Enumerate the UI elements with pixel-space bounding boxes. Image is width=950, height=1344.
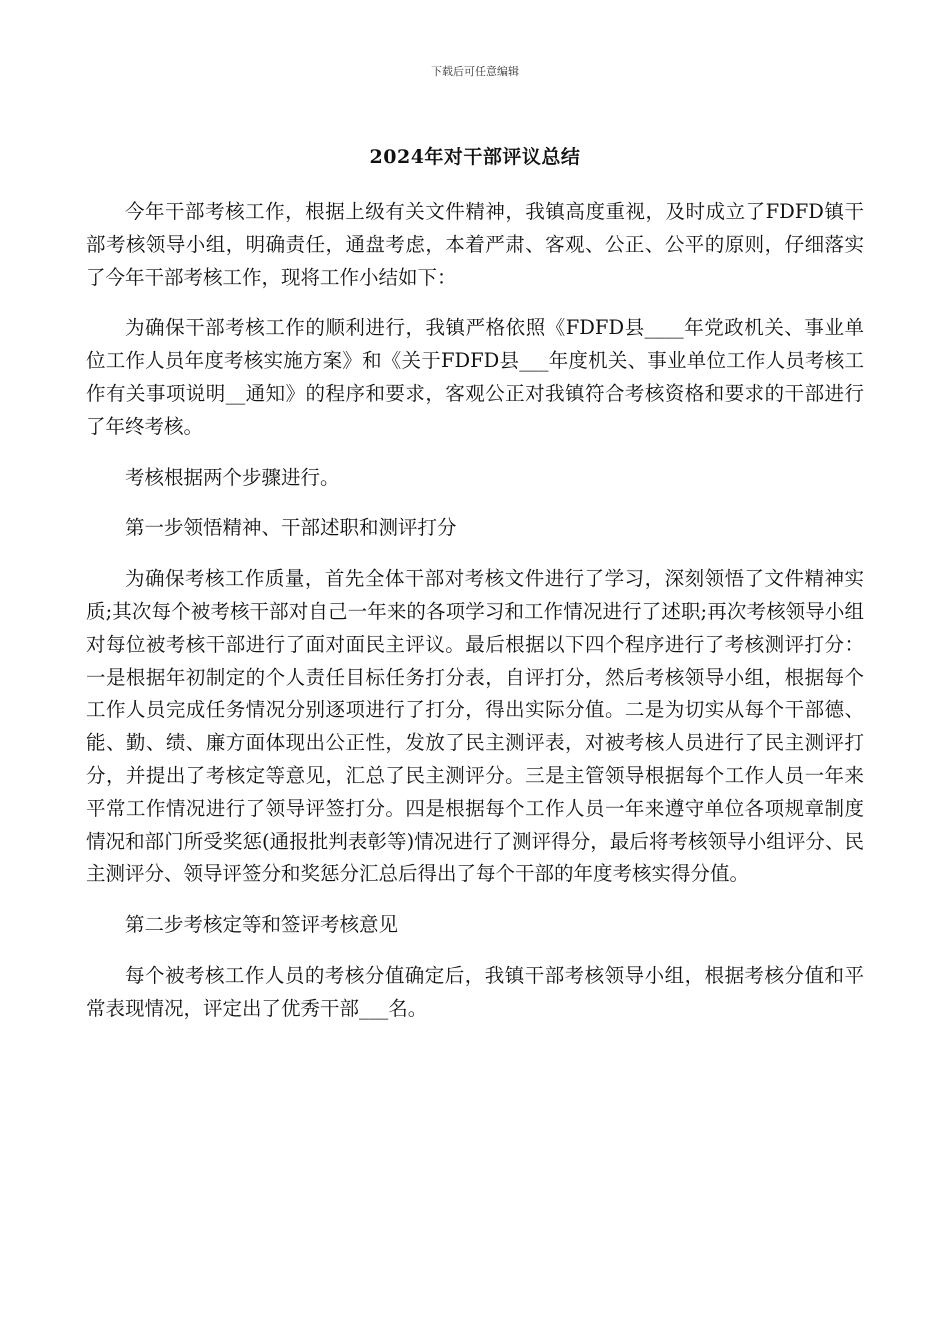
paragraph-step-two-detail: 每个被考核工作人员的考核分值确定后，我镇干部考核领导小组，根据考核分值和平常表现情况，评定出了优秀干部___名。 [86, 963, 864, 1020]
document-title: 2024年对干部评议总结 [369, 146, 581, 168]
paragraph-basis: 为确保干部考核工作的顺利进行，我镇严格依照《FDFD县____年党政机关、事业单位工作人员年度考核实施方案》和《关于FDFD县___年度机关、事业单位工作人员考核工作有关事项说明__通知》的程序和要求，客观公正对我镇符合考核资格和要求的干部进行了年终考核。 [86, 316, 864, 438]
paragraph-step-one-detail: 为确保考核工作质量，首先全体干部对考核文件进行了学习，深刻领悟了文件精神实质;其次每个被考核干部对自己一年来的各项学习和工作情况进行了述职;再次考核领导小组对每位被考核干部进行了面对面民主评议。最后根据以下四个程序进行了考核测评打分：一是根据年初制定的个人责任目标任务打分表，自评打分，然后考核领导小组，根据每个工作人员完成任务情况分别逐项进行了打分，得出实际分值。二是为切实从每个干部德、能、勤、绩、廉方面体现出公正性，发放了民主测评表，对被考核人员进行了民主测评打分，并提出了考核定等意见，汇总了民主测评分。三是主管领导根据每个工作人员一年来平常工作情况进行了领导评签打分。四是根据每个工作人员一年来遵守单位各项规章制度情况和部门所受奖惩(通报批判表彰等)情况进行了测评得分，最后将考核领导小组评分、民主测评分、领导评签分和奖惩分汇总后得出了每个干部的年度考核实得分值。 [86, 567, 864, 886]
paragraph-intro: 今年干部考核工作，根据上级有关文件精神，我镇高度重视，及时成立了FDFD镇干部考核领导小组，明确责任，通盘考虑，本着严肃、客观、公正、公平的原则，仔细落实了今年干部考核工作，现将工作小结如下： [86, 200, 864, 289]
page-header-note: 下载后可任意编辑 [431, 65, 519, 78]
document-body [86, 196, 864, 1026]
section-heading-step-two: 第二步考核定等和签评考核意见 [125, 913, 399, 937]
paragraph-steps-overview: 考核根据两个步骤进行。 [125, 465, 340, 489]
section-heading-step-one: 第一步领悟精神、干部述职和测评打分 [125, 516, 457, 540]
